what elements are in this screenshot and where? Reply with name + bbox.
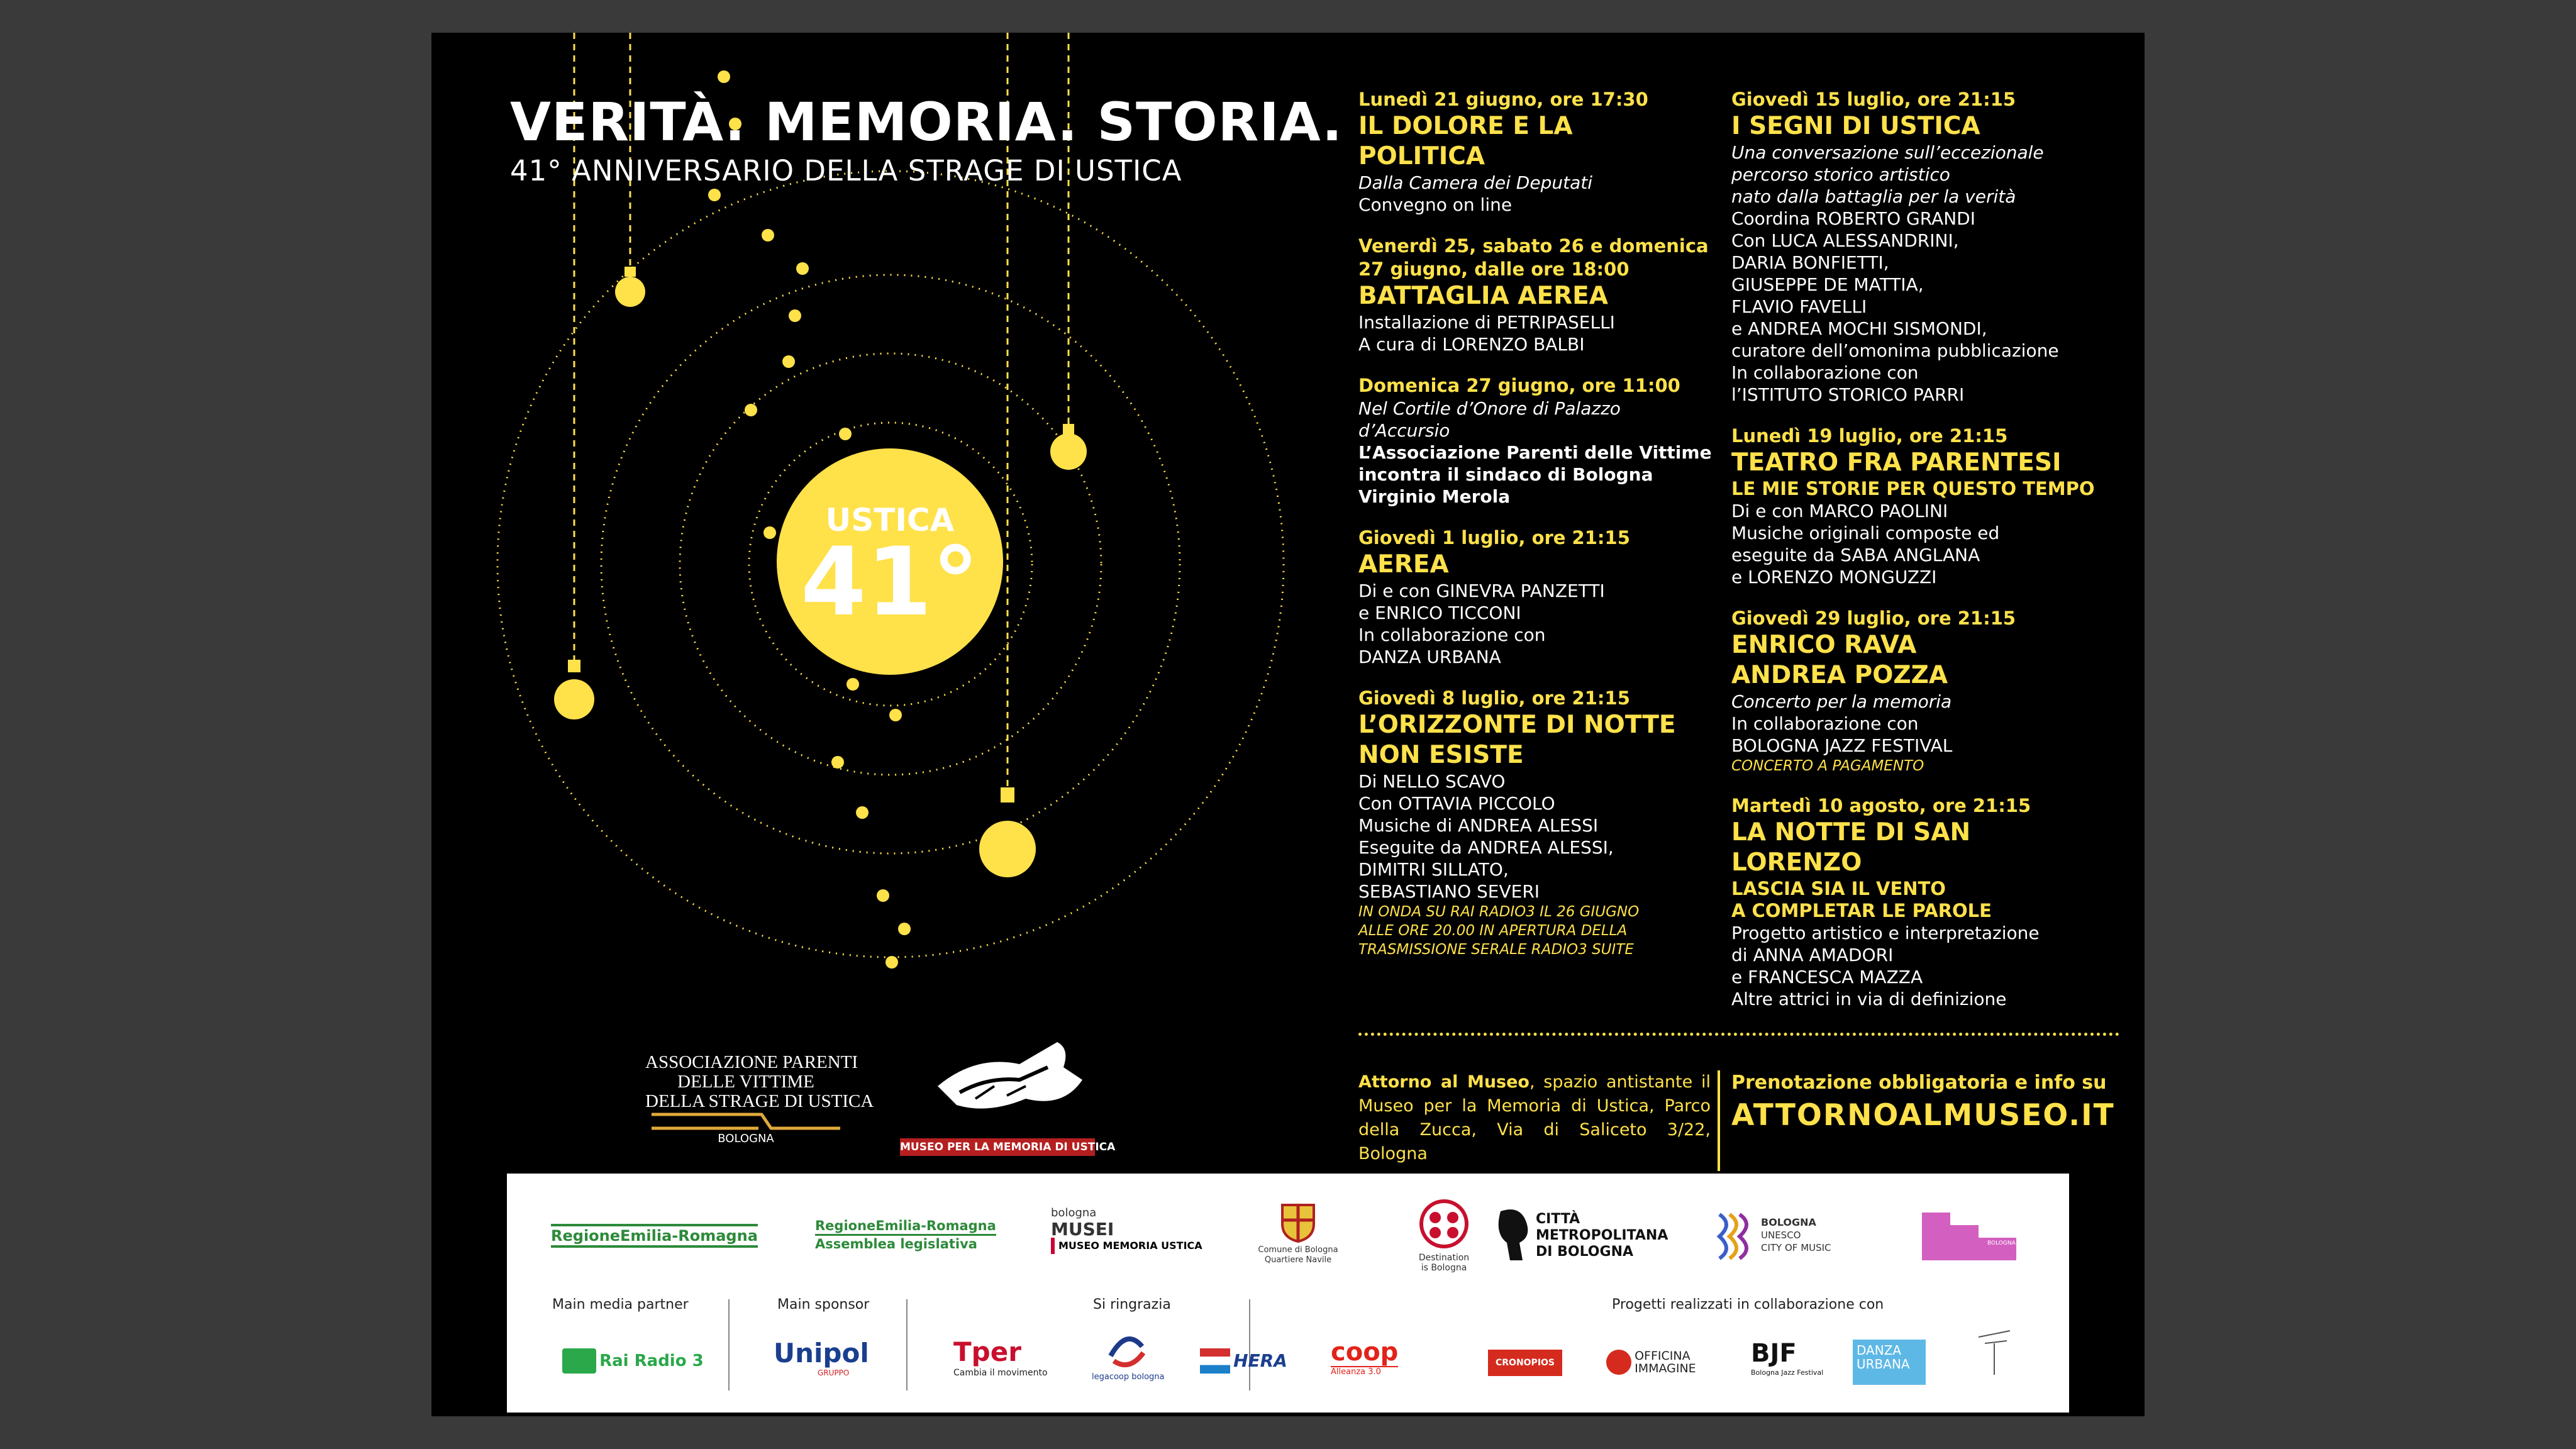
legacoop-logo [1092, 1331, 1165, 1382]
event-title: ENRICO RAVA [1731, 631, 1917, 659]
association-logo [645, 1014, 874, 1165]
event-date: Lunedì 21 giugno, ore 17:30 [1358, 89, 1648, 110]
association-logo-line: DELLA STRAGE DI USTICA [645, 1091, 874, 1111]
rai-radio3-logo [562, 1348, 704, 1374]
comune-logo-text: Comune di Bologna [1258, 1245, 1338, 1255]
vertical-separator [1718, 1070, 1720, 1171]
citta-logo-text: CITTÀ [1536, 1211, 1580, 1227]
booking-label: Prenotazione obbligatoria e info su [1731, 1072, 2107, 1094]
bjf-logo [1751, 1338, 1823, 1377]
caption-thanks: Si ringrazia [1093, 1297, 1171, 1313]
destination-mark-icon [1418, 1197, 1470, 1250]
event-title: NON ESISTE [1358, 741, 1524, 769]
event-detail: Virginio Merola [1358, 486, 1511, 507]
event-date: Giovedì 1 luglio, ore 21:15 [1358, 527, 1630, 548]
unesco-logo-text3: CITY OF MUSIC [1761, 1242, 1831, 1253]
event-title: LA NOTTE DI SAN LORENZO [1731, 818, 1971, 877]
event-detail: Coordina ROBERTO GRANDI [1731, 208, 1975, 229]
event-detail: DARIA BONFIETTI, [1731, 252, 1889, 273]
event-item [1731, 88, 2109, 406]
musei-logo [1051, 1205, 1202, 1254]
event-detail: e FRANCESCA MAZZA [1731, 967, 1923, 987]
citta-logo-text2: METROPOLITANA [1536, 1228, 1668, 1243]
event-title: AEREA [1358, 550, 1449, 579]
event-title: IL DOLORE E LA [1358, 112, 1573, 140]
page-title: VERITÀ. MEMORIA. STORIA. [510, 91, 1343, 153]
event-date: Giovedì 15 luglio, ore 21:15 [1731, 89, 2016, 110]
event-item [1358, 88, 1723, 216]
event-detail: A cura di LORENZO BALBI [1358, 334, 1585, 355]
events-column-1 [1358, 88, 1723, 978]
event-detail: Installazione di PETRIPASELLI [1358, 312, 1615, 333]
association-logo-line: DELLE VITTIME [677, 1072, 814, 1092]
event-note: TRASMISSIONE SERALE RADIO3 SUITE [1358, 941, 1634, 958]
museum-info-rest: , spazio antistante il Museo per la Memoria di Ustica, Parco della Zucca, Via di Saliceto 3/22, Bologna [1358, 1072, 1711, 1163]
partners-strip [507, 1174, 2069, 1413]
bulb-icon [1050, 424, 1087, 470]
musei-logo-text3: MUSEO MEMORIA USTICA [1051, 1238, 1202, 1254]
event-detail: In collaborazione con [1731, 713, 1919, 734]
assemblea-logo-text: RegioneEmilia-Romagna [815, 1218, 996, 1233]
caption-media-partner: Main media partner [552, 1297, 689, 1313]
event-title: L’ORIZZONTE DI NOTTE [1358, 711, 1676, 739]
association-logo-mark [645, 1108, 847, 1133]
bjf-logo-sub: Bologna Jazz Festival [1751, 1368, 1824, 1377]
orbit-dot [796, 262, 809, 275]
event-item [1358, 526, 1723, 668]
tper-logo [953, 1337, 1048, 1379]
bulb-icon [615, 267, 645, 307]
bologna-estate-text: BOLOGNA ESTATE [1987, 1240, 2038, 1246]
event-detail: Di e con GINEVRA PANZETTI [1358, 580, 1605, 601]
event-detail: DIMITRI SILLATO, [1358, 859, 1509, 880]
event-item [1358, 235, 1723, 355]
plane-wreck-icon [900, 1004, 1095, 1136]
event-detail: l’ISTITUTO STORICO PARRI [1731, 384, 1965, 405]
unipol-logo-sub: GRUPPO [818, 1368, 850, 1377]
legacoop-logo-text: legacoop bologna [1092, 1372, 1165, 1382]
association-logo-city: BOLOGNA [718, 1132, 774, 1145]
event-title: POLITICA [1358, 142, 1485, 170]
hera-logo [1200, 1348, 1287, 1374]
danza-urbana-logo [1853, 1340, 1926, 1385]
event-detail: nato dalla battaglia per la verità [1731, 186, 2016, 207]
rai-logo-text: Rai Radio 3 [599, 1352, 704, 1370]
event-subtitle: A COMPLETAR LE PAROLE [1731, 900, 1992, 921]
regione-logo-text: RegioneEmilia-Romagna [551, 1227, 758, 1245]
cronopios-logo [1488, 1350, 1562, 1376]
officina-immagine-logo [1606, 1350, 1696, 1375]
orbit-dot [708, 189, 721, 201]
citta-logo-text3: DI BOLOGNA [1536, 1244, 1634, 1260]
partner-separator [1249, 1299, 1250, 1391]
event-subtitle: LE MIE STORIE PER QUESTO TEMPO [1731, 478, 2095, 499]
bulb-icon [554, 660, 594, 719]
danza-logo-text2: URBANA [1857, 1357, 1910, 1372]
orbit-dot [886, 956, 898, 969]
orbit-dot [839, 428, 852, 440]
museo-logo [900, 1004, 1116, 1162]
orbit-dot [745, 404, 757, 416]
bjf-logo-text: BJF [1751, 1339, 1797, 1368]
destination-logo-text: Destination [1418, 1253, 1470, 1263]
comune-logo-text2: Quartiere Navile [1264, 1255, 1332, 1265]
event-detail: GIUSEPPE DE MATTIA, [1731, 274, 1924, 295]
orbit-dot [831, 756, 844, 769]
booking-info [1731, 1070, 2121, 1136]
event-detail: Di NELLO SCAVO [1358, 771, 1506, 792]
event-title: TEATRO FRA PARENTESI [1731, 448, 2062, 477]
event-detail: Eseguite da ANDREA ALESSI, [1358, 837, 1614, 858]
poster [431, 33, 2145, 1416]
event-detail: L’Associazione Parenti delle Vittime [1358, 442, 1712, 463]
event-detail: Musiche di ANDREA ALESSI [1358, 815, 1599, 836]
orbit-dot [789, 309, 801, 322]
orbit-dot [718, 70, 730, 83]
dotted-divider [1358, 1033, 2119, 1036]
tper-logo-text: Tper [953, 1336, 1021, 1367]
assemblea-logo [815, 1218, 996, 1252]
event-date: Lunedì 19 luglio, ore 21:15 [1731, 425, 2008, 447]
unesco-logo-text2: UNESCO [1761, 1230, 1801, 1241]
bologna-estate-mark [1922, 1213, 2016, 1260]
bulb-icon [979, 787, 1036, 877]
event-title: BATTAGLIA AEREA [1358, 282, 1608, 310]
event-item [1358, 374, 1723, 508]
event-detail: eseguite da SABA ANGLANA [1731, 545, 1980, 565]
tper-logo-sub: Cambia il movimento [953, 1368, 1048, 1378]
legacoop-mark-icon [1104, 1331, 1148, 1370]
assemblea-logo-text2: Assemblea legislativa [815, 1234, 996, 1252]
events-column-2 [1731, 88, 2109, 1029]
event-detail: Musiche originali composte ed [1731, 523, 2000, 543]
event-item [1358, 687, 1723, 959]
event-detail: e ENRICO TICCONI [1358, 602, 1521, 623]
event-detail: BOLOGNA JAZZ FESTIVAL [1731, 735, 1953, 756]
event-detail: Dalla Camera dei Deputati [1358, 172, 1592, 193]
event-item [1731, 425, 2109, 588]
event-detail: incontra il sindaco di Bologna [1358, 464, 1653, 485]
orbit-dot [762, 229, 774, 242]
event-detail: di ANNA AMADORI [1731, 945, 1894, 965]
event-note: IN ONDA SU RAI RADIO3 IL 26 GIUGNO [1358, 904, 1640, 920]
officina-logo-text2: IMMAGINE [1635, 1362, 1696, 1375]
danza-logo-text: DANZA [1857, 1343, 1902, 1358]
event-detail: Con LUCA ALESSANDRINI, [1731, 230, 1959, 251]
event-detail: d’Accursio [1358, 420, 1450, 441]
coat-of-arms-icon [1276, 1199, 1320, 1243]
orbit-dot [877, 889, 889, 902]
event-date: Venerdì 25, sabato 26 e domenica 27 giugno, dalle ore 18:00 [1358, 235, 1709, 280]
booking-website-link[interactable]: ATTORNOALMUSEO.IT [1731, 1098, 2115, 1133]
unesco-logo-text: BOLOGNA [1761, 1216, 1816, 1228]
caption-collaboration: Progetti realizzati in collaborazione con [1612, 1297, 1884, 1313]
event-detail: Convegno on line [1358, 194, 1513, 215]
small-emblem-icon [1972, 1324, 2016, 1387]
event-detail: Altre attrici in via di definizione [1731, 989, 2007, 1009]
event-date: Martedì 10 agosto, ore 21:15 [1731, 795, 2031, 816]
ustica-badge [777, 448, 1003, 675]
event-detail: e ANDREA MOCHI SISMONDI, [1731, 318, 1987, 339]
event-detail: SEBASTIANO SEVERI [1358, 881, 1540, 902]
musei-logo-text2: MUSEI [1051, 1219, 1114, 1240]
event-title: I SEGNI DI USTICA [1731, 112, 1980, 140]
badge-number: 41° [801, 528, 979, 637]
partner-separator [906, 1299, 908, 1391]
museum-info-lead: Attorno al Museo [1358, 1072, 1530, 1092]
event-detail: Progetto artistico e interpretazione [1731, 923, 2040, 943]
unesco-waves-icon [1714, 1211, 1758, 1262]
event-detail: percorso storico artistico [1731, 164, 1950, 185]
event-detail: DANZA URBANA [1358, 647, 1501, 667]
event-date: Giovedì 29 luglio, ore 21:15 [1731, 608, 2016, 629]
caption-main-sponsor: Main sponsor [777, 1297, 870, 1313]
orbit-dot [889, 709, 902, 721]
event-date: Giovedì 8 luglio, ore 21:15 [1358, 687, 1630, 709]
event-item [1731, 607, 2109, 775]
cronopios-logo-text: CRONOPIOS [1495, 1358, 1555, 1368]
event-detail: Concerto per la memoria [1731, 691, 1952, 712]
event-title: ANDREA POZZA [1731, 661, 1948, 689]
regione-logo [551, 1224, 758, 1248]
partner-separator [728, 1299, 730, 1391]
event-detail: FLAVIO FAVELLI [1731, 296, 1867, 317]
coop-logo-text: coop [1331, 1338, 1399, 1367]
event-detail: In collaborazione con [1731, 362, 1919, 383]
comune-logo [1254, 1199, 1342, 1265]
event-date: Domenica 27 giugno, ore 11:00 [1358, 375, 1680, 396]
unipol-logo-text: Unipol [774, 1338, 869, 1368]
event-item [1731, 794, 2109, 1010]
destination-logo-text2: is Bologna [1421, 1263, 1467, 1273]
museum-info [1358, 1070, 1711, 1166]
event-detail: Con OTTAVIA PICCOLO [1358, 793, 1555, 814]
event-detail: Di e con MARCO PAOLINI [1731, 501, 1948, 521]
unipol-logo [774, 1338, 869, 1377]
event-detail: Una conversazione sull’eccezionale [1731, 142, 2044, 163]
orbit-dot [763, 526, 776, 539]
coop-logo-sub: Alleanza 3.0 [1331, 1366, 1398, 1377]
event-detail: In collaborazione con [1358, 625, 1546, 645]
title-block [510, 91, 1343, 189]
orbit-dot [856, 806, 869, 819]
musei-logo-text: bologna [1051, 1206, 1097, 1219]
event-note: CONCERTO A PAGAMENTO [1731, 758, 1924, 774]
page-subtitle: 41° ANNIVERSARIO DELLA STRAGE DI USTICA [510, 154, 1182, 187]
event-detail: curatore dell’omonima pubblicazione [1731, 340, 2059, 361]
officina-logo-text: OFFICINA [1635, 1349, 1690, 1363]
association-logo-line: ASSOCIAZIONE PARENTI [645, 1052, 858, 1072]
event-detail: e LORENZO MONGUZZI [1731, 567, 1937, 587]
hera-logo-text: HERA [1233, 1350, 1287, 1371]
event-note: ALLE ORE 20.00 IN APERTURA DELLA [1358, 923, 1628, 939]
badge-word: USTICA [825, 502, 955, 538]
orbit-dot [782, 355, 795, 368]
orbit-dot [898, 923, 911, 935]
event-detail: Nel Cortile d’Onore di Palazzo [1358, 398, 1621, 419]
coop-logo [1331, 1338, 1398, 1377]
destination-logo [1413, 1197, 1475, 1273]
bologna-estate-logo [1922, 1213, 2038, 1260]
orbit-dot [847, 678, 859, 691]
event-subtitle: LASCIA SIA IL VENTO [1731, 878, 1946, 899]
museo-logo-label: MUSEO PER LA MEMORIA DI USTICA [900, 1138, 1095, 1156]
lion-icon [1494, 1205, 1532, 1262]
